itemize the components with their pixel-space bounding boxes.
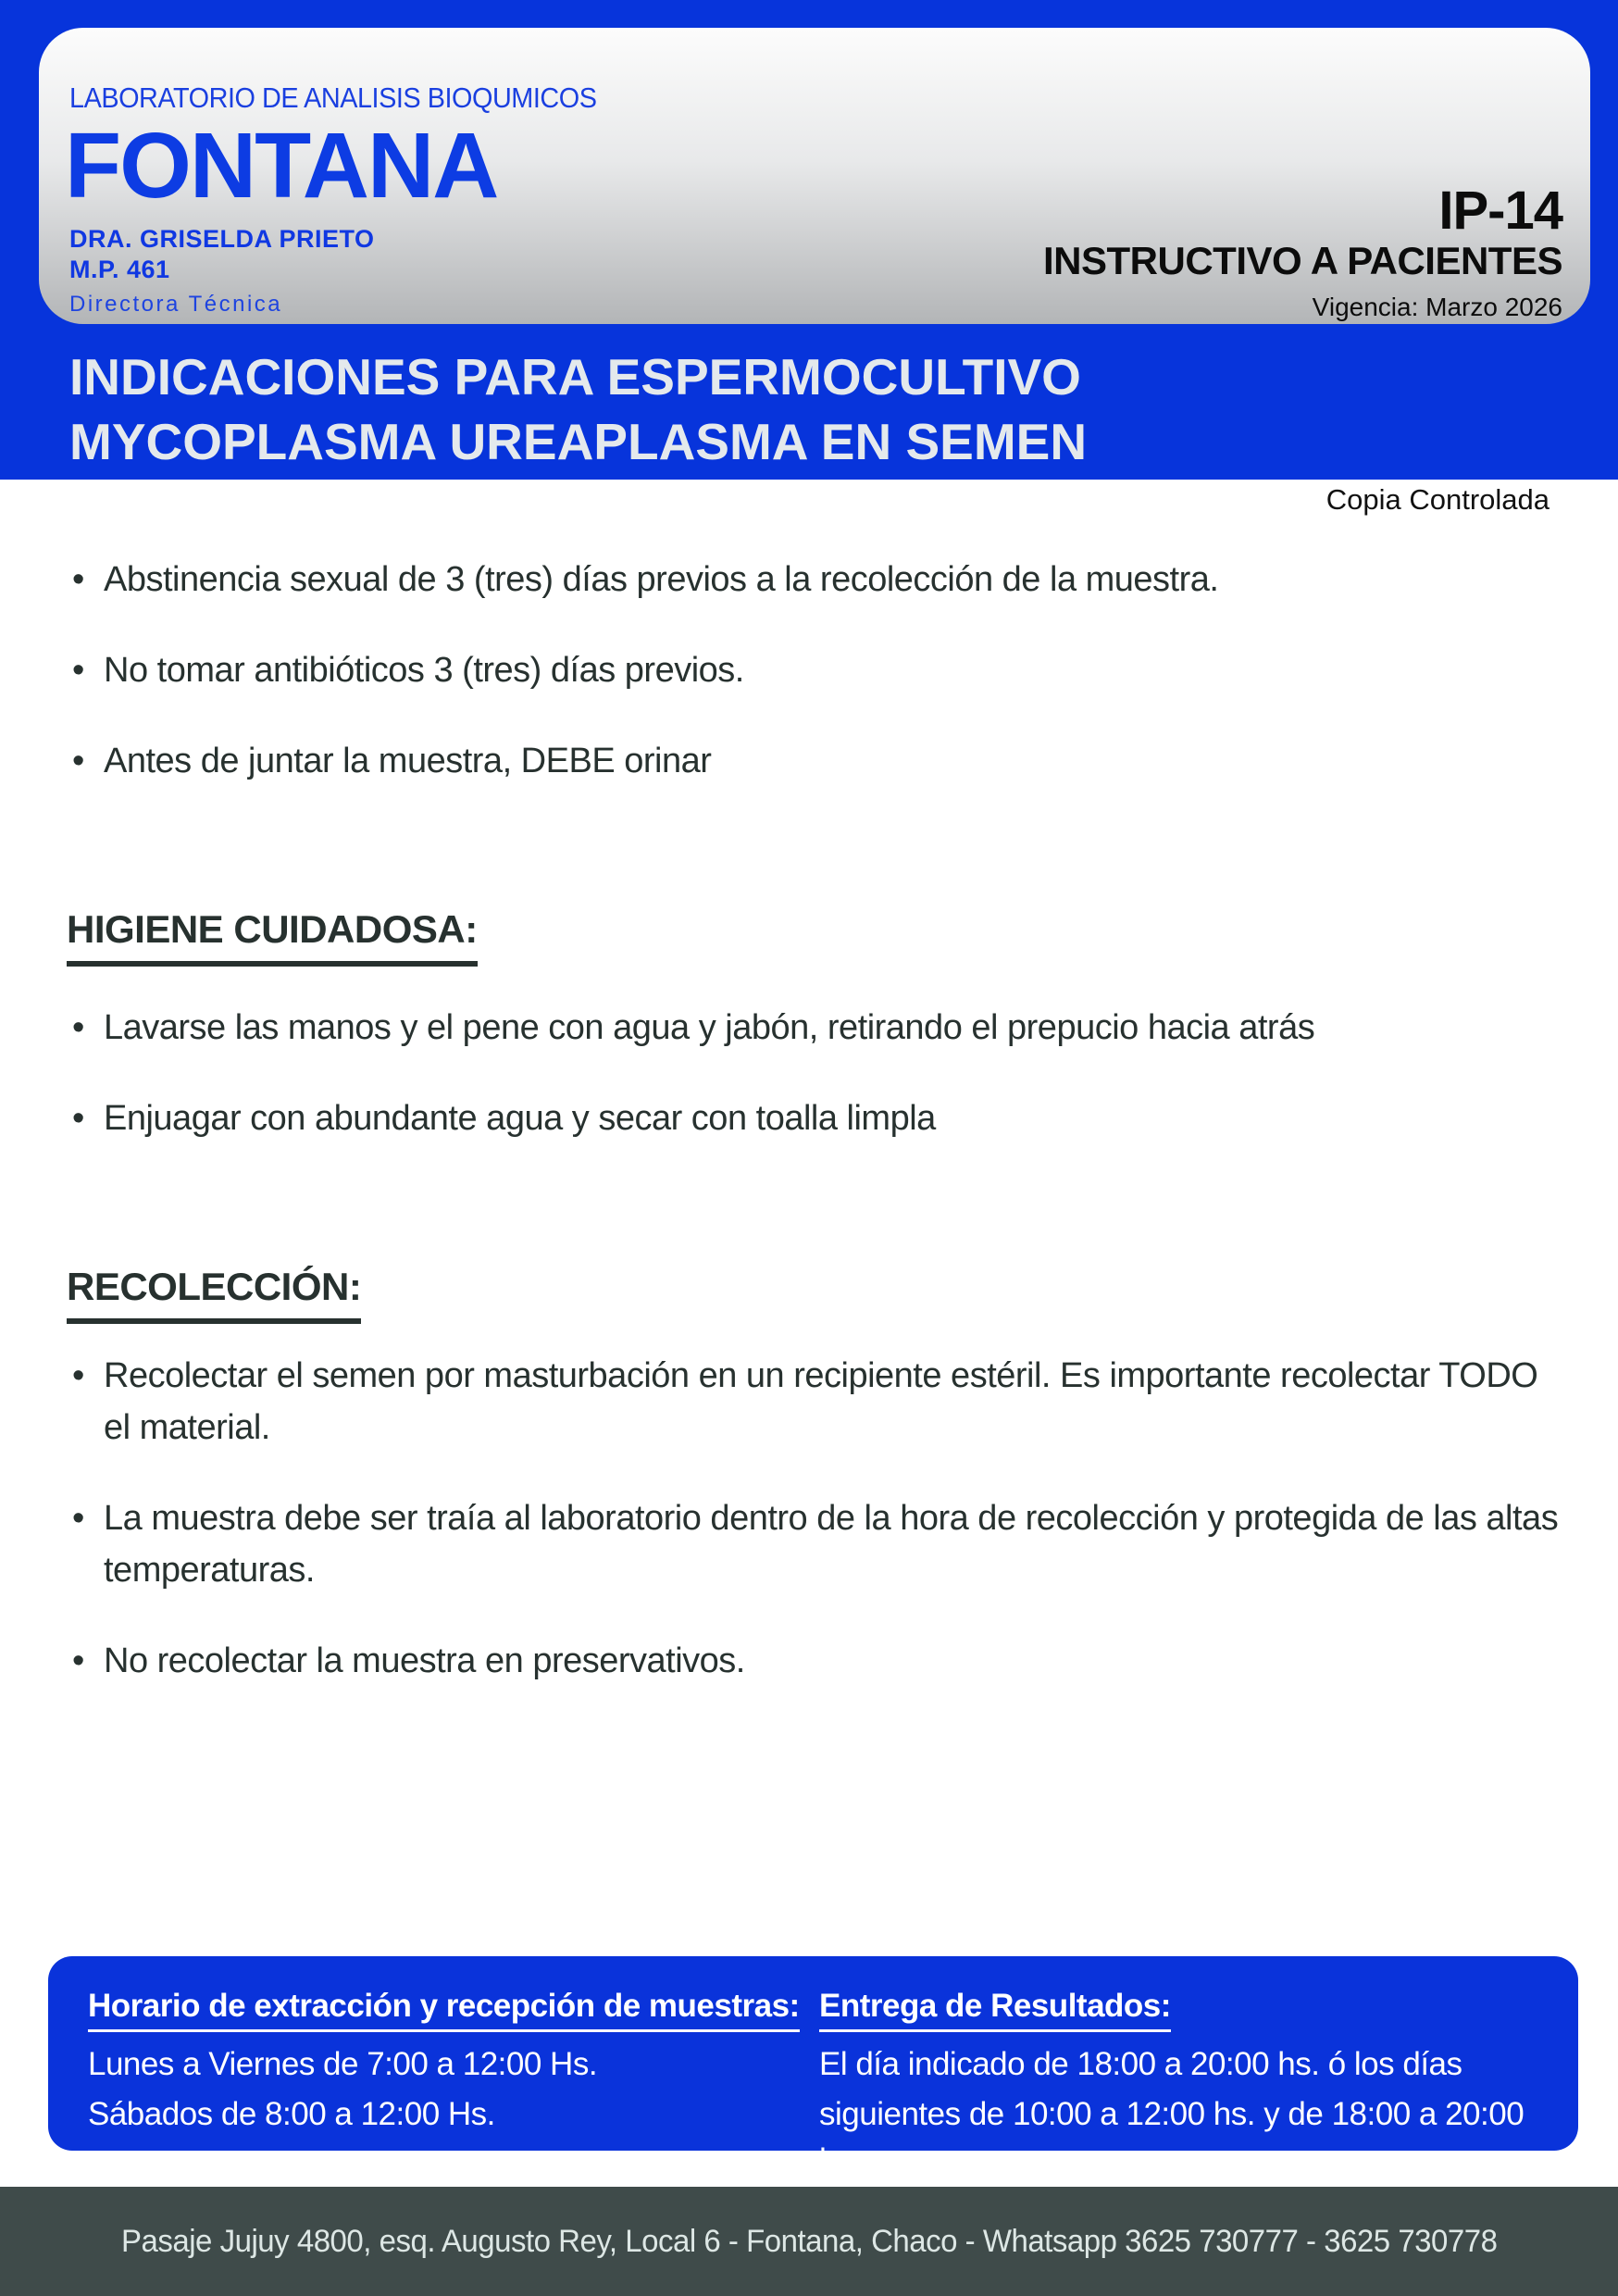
director-license: M.P. 461 [69, 256, 170, 283]
page-title-line2: MYCOPLASMA UREAPLASMA EN SEMEN [69, 413, 1088, 470]
list-item: • No tomar antibióticos 3 (tres) días previos. [67, 644, 1562, 696]
brand-logo: FONTANA [65, 114, 498, 218]
controlled-copy-watermark: Copia Controlada [1326, 483, 1550, 516]
collection-bullet-list [67, 1350, 1562, 1726]
schedule-info-box [48, 1956, 1578, 2178]
document-id-block [1043, 183, 1562, 322]
extraction-hours-weekdays: Lunes a Viernes de 7:00 a 12:00 Hs. [88, 2046, 598, 2082]
extraction-hours-heading: Horario de extracción y recepción de muestras: [88, 1988, 800, 2032]
hygiene-section-heading: HIGIENE CUIDADOSA: [67, 907, 478, 967]
lab-address: Pasaje Jujuy 4800, esq. Augusto Rey, Local 6 - Fontana, Chaco - Whatsapp 3625 730777 - 3625 730778 [120, 2223, 1498, 2259]
list-item: • Enjuagar con abundante agua y secar con toalla limpla [67, 1092, 1562, 1144]
list-item: • Recolectar el semen por masturbación en un recipiente estéril. Es importante recolectar TODO el material. [67, 1350, 1562, 1454]
document-type: INSTRUCTIVO A PACIENTES [1043, 239, 1562, 282]
list-item: • No recolectar la muestra en preservativos. [67, 1635, 1562, 1687]
director-role: Directora Técnica [69, 292, 283, 317]
page-title [69, 344, 1087, 474]
results-delivery-line1: El día indicado de 18:00 a 20:00 hs. ó los días [819, 2046, 1462, 2082]
director-name: DRA. GRISELDA PRIETO [69, 225, 375, 253]
lab-name: LABORATORIO DE ANALISIS BIOQUMICOS [69, 81, 597, 114]
lab-header-card [39, 28, 1590, 324]
footer-bar [0, 2187, 1618, 2296]
director-block [69, 224, 375, 319]
header-banner [0, 0, 1618, 480]
list-item: • Abstinencia sexual de 3 (tres) días previos a la recolección de la muestra. [67, 554, 1562, 605]
collection-section-heading: RECOLECCIÓN: [67, 1265, 361, 1324]
extraction-hours-column [88, 1988, 819, 2151]
document-code: IP-14 [1438, 181, 1562, 241]
intro-bullet-list [67, 554, 1562, 826]
list-item: • Antes de juntar la muestra, DEBE orinar [67, 735, 1562, 787]
results-delivery-heading: Entrega de Resultados: [819, 1988, 1171, 2032]
list-item: • Lavarse las manos y el pene con agua y jabón, retirando el prepucio hacia atrás [67, 1002, 1562, 1054]
extraction-hours-saturday: Sábados de 8:00 a 12:00 Hs. [88, 2096, 495, 2132]
hygiene-bullet-list [67, 1002, 1562, 1183]
results-delivery-line2: siguientes de 10:00 a 12:00 hs. y de 18:00 a 20:00 hs. [819, 2096, 1525, 2178]
page-title-line1: INDICACIONES PARA ESPERMOCULTIVO [69, 348, 1081, 406]
document-validity: Vigencia: Marzo 2026 [1312, 293, 1562, 321]
list-item: • La muestra debe ser traía al laboratorio dentro de la hora de recolección y protegida de las altas temperaturas. [67, 1492, 1562, 1596]
results-delivery-column [819, 1988, 1556, 2178]
